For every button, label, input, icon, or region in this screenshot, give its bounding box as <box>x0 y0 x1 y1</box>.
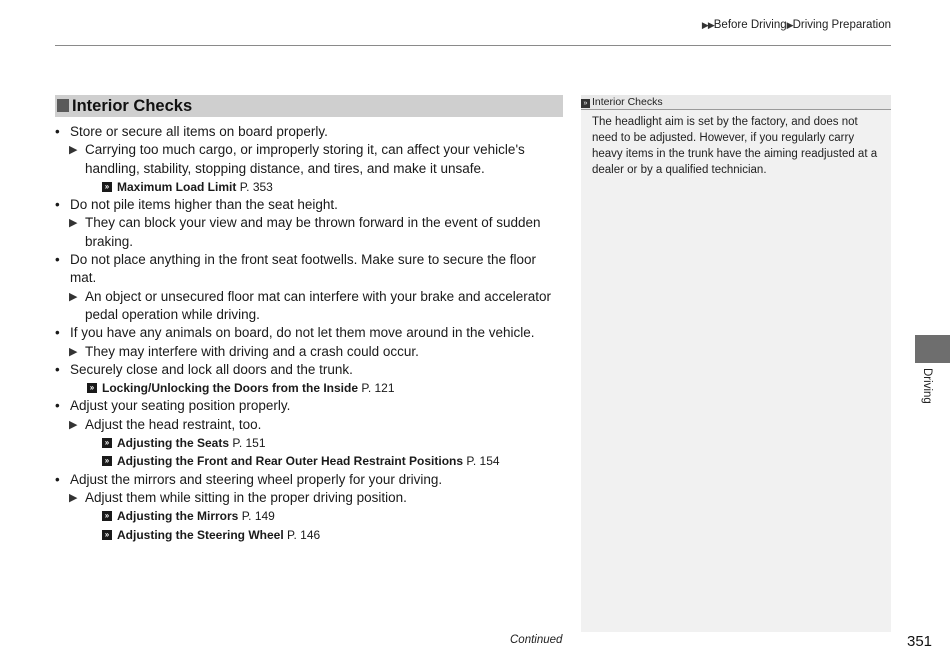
cross-reference-link[interactable]: » Adjusting the Seats P. 151 <box>55 434 565 452</box>
cross-reference-link[interactable]: » Adjusting the Mirrors P. 149 <box>55 507 565 525</box>
sub-item: ▶ Carrying too much cargo, or improperly storing it, can affect your vehicle's handling, stability, stopping distance, and tires, and make it unsafe. <box>69 142 525 176</box>
sidebar-note-title: Interior Checks <box>592 96 663 108</box>
sidebar-note <box>581 95 891 632</box>
page-number: 351 <box>907 633 933 650</box>
section-header <box>55 95 563 117</box>
continued-label: Continued <box>510 634 563 646</box>
arrow-icon: ▶ <box>69 290 78 303</box>
reference-arrow-icon: » <box>102 182 112 192</box>
cross-reference-link[interactable]: » Adjusting the Steering Wheel P. 146 <box>55 526 565 544</box>
section-title: Interior Checks <box>72 97 193 115</box>
reference-arrow-icon: » <box>87 383 97 393</box>
chapter-tab[interactable] <box>915 335 950 363</box>
arrow-icon: ▶ <box>69 345 78 358</box>
arrow-icon: ▶ <box>69 144 78 157</box>
cross-reference-link[interactable]: » Locking/Unlocking the Doors from the Inside P. 121 <box>55 379 565 397</box>
arrow-icon: ▶ <box>69 491 78 504</box>
sub-item: ▶ They may interfere with driving and a crash could occur. <box>55 343 565 361</box>
note-icon: » <box>581 99 590 108</box>
arrow-icon: ▶ <box>786 20 793 30</box>
sub-item: ▶ Adjust the head restraint, too. <box>55 416 565 434</box>
list-item: • Securely close and lock all doors and the trunk. <box>55 361 565 379</box>
arrow-icon: ▶ <box>69 418 78 431</box>
sub-item: ▶ They can block your view and may be thrown forward in the event of sudden braking. <box>69 215 541 249</box>
reference-arrow-icon: » <box>102 438 112 448</box>
reference-arrow-icon: » <box>102 511 112 521</box>
cross-reference-link[interactable]: » Adjusting the Front and Rear Outer Head Restraint Positions P. 154 <box>55 452 565 470</box>
header-divider <box>55 45 891 46</box>
reference-arrow-icon: » <box>102 530 112 540</box>
list-item: • Store or secure all items on board properly. <box>55 123 565 141</box>
list-item: • Do not place anything in the front seat footwells. Make sure to secure the floor mat. <box>55 251 565 288</box>
sub-item: ▶ Adjust them while sitting in the proper driving position. <box>55 489 565 507</box>
checklist <box>55 123 565 544</box>
list-item: • Do not pile items higher than the seat height. <box>55 196 565 214</box>
list-item: • Adjust the mirrors and steering wheel properly for your driving. <box>55 471 565 489</box>
list-item: • If you have any animals on board, do not let them move around in the vehicle. <box>55 324 565 342</box>
sidebar-note-body: The headlight aim is set by the factory, and does not need to be adjusted. However, if you regularly carry heavy items in the trunk have the aiming readjusted at a dealer or by a qualified technician. <box>592 116 878 176</box>
sidebar-note-header <box>581 95 891 110</box>
cross-reference-link[interactable]: » Maximum Load Limit P. 353 <box>55 178 565 196</box>
square-icon <box>57 99 69 112</box>
breadcrumb-item[interactable]: Before Driving <box>713 19 787 31</box>
sub-item: ▶ An object or unsecured floor mat can interfere with your brake and accelerator pedal operation while driving. <box>69 288 551 322</box>
chapter-tab-label: Driving <box>921 368 933 404</box>
double-arrow-icon: ▶▶ <box>701 20 714 30</box>
list-item: • Adjust your seating position properly. <box>55 397 565 415</box>
reference-arrow-icon: » <box>102 456 112 466</box>
breadcrumb-item[interactable]: Driving Preparation <box>792 19 891 31</box>
arrow-icon: ▶ <box>69 217 78 230</box>
breadcrumb <box>702 19 891 31</box>
